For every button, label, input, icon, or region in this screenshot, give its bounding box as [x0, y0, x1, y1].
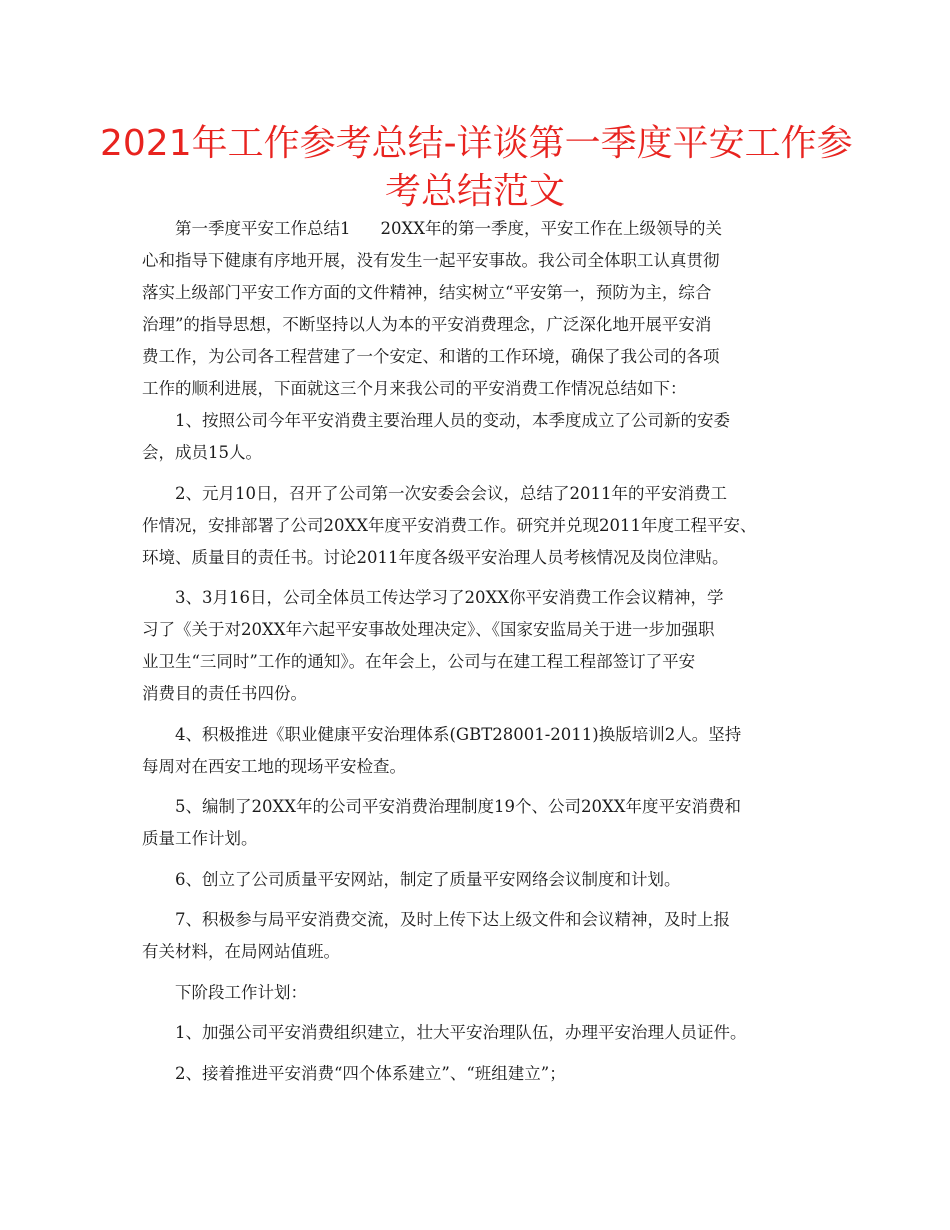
item-line: 1、按照公司今年平安消费主要治理人员的变动，本季度成立了公司新的安委 — [175, 411, 730, 430]
item-line: 质量工作计划。 — [142, 829, 258, 848]
intro-line: 工作的顺利进展，下面就这三个月来我公司的平安消费工作情况总结如下： — [142, 379, 687, 398]
item-1-paragraph — [142, 405, 822, 469]
item-line: 有关材料，在局网站值班。 — [142, 942, 340, 961]
document-body — [142, 213, 822, 1090]
intro-text: 20XX年的第一季度，平安工作在上级领导的关 — [380, 219, 722, 238]
plan-section — [142, 977, 822, 1090]
item-line: 习了《关于对20XX年六起平安事故处理决定》、《国家安监局关于进一步加强职 — [142, 620, 715, 639]
item-line: 5、编制了20XX年的公司平安消费治理制度19个、公司20XX年度平安消费和 — [175, 797, 741, 816]
item-line: 环境、质量目的责任书。讨论2011年度各级平安治理人员考核情况及岗位津贴。 — [142, 547, 729, 567]
item-line: 7、积极参与局平安消费交流，及时上传下达上级文件和会议精神，及时上报 — [175, 910, 730, 929]
plan-item: 1、加强公司平安消费组织建立，壮大平安治理队伍，办理平安治理人员证件。 — [175, 1023, 747, 1042]
item-line: 4、积极推进《职业健康平安治理体系(GBT28001-2011)换版培训2人。坚持 — [175, 724, 742, 744]
item-line: 2、元月10日，召开了公司第一次安委会会议，总结了2011年的平安消费工 — [175, 483, 727, 503]
intro-line — [142, 213, 822, 245]
item-5-paragraph — [142, 791, 822, 855]
item-line: 消费目的责任书四份。 — [142, 684, 307, 703]
intro-line: 费工作，为公司各工程营建了一个安定、和谐的工作环境，确保了我公司的各项 — [142, 347, 720, 366]
intro-line: 心和指导下健康有序地开展，没有发生一起平安事故。我公司全体职工认真贯彻 — [142, 251, 720, 270]
item-line: 3、3月16日，公司全体员工传达学习了20XX你平安消费工作会议精神，学 — [175, 588, 724, 607]
plan-heading: 下阶段工作计划： — [175, 982, 307, 1002]
item-line: 会，成员15人。 — [142, 443, 262, 462]
intro-line: 治理”的指导思想，不断坚持以人为本的平安消费理念，广泛深化地开展平安消 — [142, 315, 712, 334]
document-title — [100, 120, 853, 216]
item-line: 业卫生“三同时”工作的通知》。在年会上，公司与在建工程工程部签订了平安 — [142, 652, 696, 671]
item-line: 6、创立了公司质量平安网站，制定了质量平安网络会议制度和计划。 — [175, 869, 681, 889]
title-line-2: 考总结范文 — [384, 171, 565, 212]
intro-heading: 第一季度平安工作总结1 — [175, 219, 351, 238]
item-line: 每周对在西安工地的现场平安检查。 — [142, 756, 406, 776]
item-line: 作情况，安排部署了公司20XX年度平安消费工作。研究并兑现2011年度工程平安、 — [142, 515, 757, 535]
plan-item: 2、接着推进平安消费“四个体系建立”、“班组建立”； — [175, 1063, 566, 1083]
title-line-1: 2021年工作参考总结-详谈第一季度平安工作参 — [100, 123, 853, 164]
intro-line: 落实上级部门平安工作方面的文件精神，结实树立“平安第一，预防为主，综合 — [142, 283, 712, 302]
item-6-paragraph — [142, 864, 822, 896]
item-4-paragraph — [142, 719, 822, 783]
item-7-paragraph — [142, 904, 822, 968]
item-3-paragraph — [142, 582, 822, 710]
item-2-paragraph — [142, 478, 822, 574]
intro-paragraph — [142, 213, 822, 405]
